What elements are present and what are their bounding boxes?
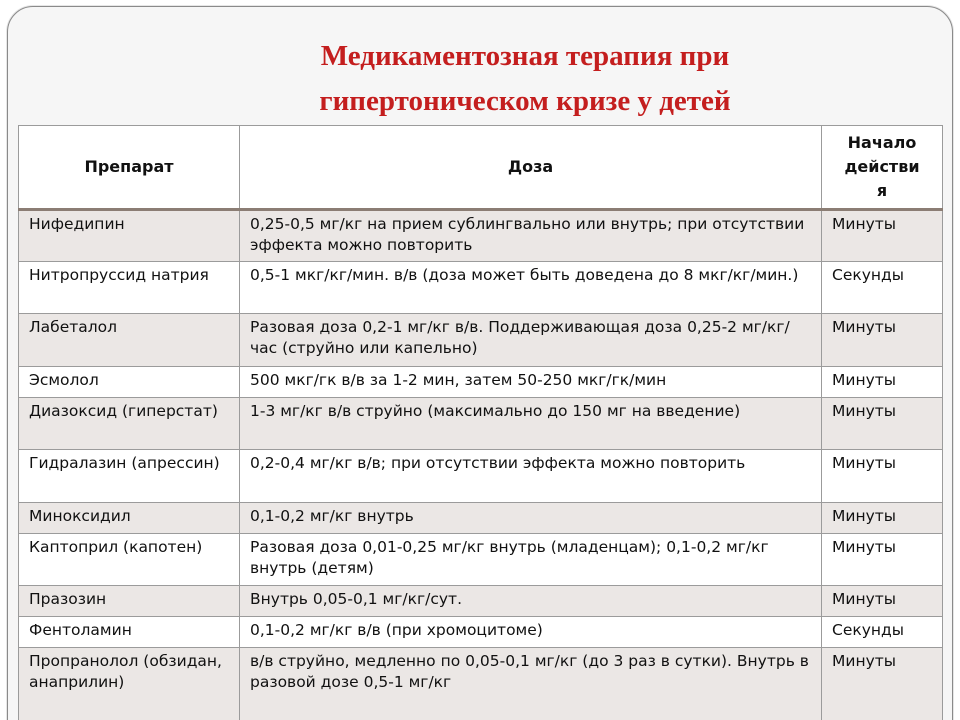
cell-drug: Нифедипин	[19, 210, 240, 262]
slide-title	[160, 34, 890, 124]
cell-dose: в/в струйно, медленно по 0,05-0,1 мг/кг (до 3 раз в сутки). Внутрь в разовой дозе 0,5-1 мг/кг	[240, 648, 822, 720]
cell-dose: Внутрь 0,05-0,1 мг/кг/сут.	[240, 586, 822, 617]
cell-onset: Секунды	[822, 617, 943, 648]
cell-onset: Минуты	[822, 210, 943, 262]
cell-drug: Празозин	[19, 586, 240, 617]
table-row	[19, 210, 943, 262]
table-row	[19, 586, 943, 617]
table-row	[19, 648, 943, 720]
cell-dose: 0,5-1 мкг/кг/мин. в/в (доза может быть доведена до 8 мкг/кг/мин.)	[240, 262, 822, 314]
cell-dose: 0,1-0,2 мг/кг внутрь	[240, 503, 822, 534]
header-onset-line-1: Начало	[847, 133, 917, 152]
header-onset	[822, 126, 943, 210]
header-drug: Препарат	[19, 126, 240, 210]
cell-dose: 0,25-0,5 мг/кг на прием сублингвально или внутрь; при отсутствии эффекта можно повторить	[240, 210, 822, 262]
cell-drug: Эсмолол	[19, 367, 240, 398]
cell-onset: Секунды	[822, 262, 943, 314]
cell-dose: Разовая доза 0,2-1 мг/кг в/в. Поддерживающая доза 0,25-2 мг/кг/час (струйно или капельно)	[240, 314, 822, 367]
table-row	[19, 314, 943, 367]
cell-dose: 0,2-0,4 мг/кг в/в; при отсутствии эффекта можно повторить	[240, 450, 822, 503]
cell-drug: Каптоприл (капотен)	[19, 534, 240, 586]
header-dose: Доза	[240, 126, 822, 210]
cell-dose: 500 мкг/гк в/в за 1-2 мин, затем 50-250 мкг/гк/мин	[240, 367, 822, 398]
cell-dose: Разовая доза 0,01-0,25 мг/кг внутрь (младенцам); 0,1-0,2 мг/кг внутрь (детям)	[240, 534, 822, 586]
table-row	[19, 617, 943, 648]
cell-drug: Нитропруссид натрия	[19, 262, 240, 314]
table-row	[19, 503, 943, 534]
header-onset-line-2: действи	[844, 157, 920, 176]
cell-onset: Минуты	[822, 314, 943, 367]
table-row	[19, 367, 943, 398]
cell-drug: Фентоламин	[19, 617, 240, 648]
table-row	[19, 450, 943, 503]
cell-drug: Пропранолол (обзидан, анаприлин)	[19, 648, 240, 720]
cell-onset: Минуты	[822, 534, 943, 586]
cell-onset: Минуты	[822, 367, 943, 398]
table-row	[19, 262, 943, 314]
table-row	[19, 534, 943, 586]
slide-title-line-2: гипертоническом кризе у детей	[319, 85, 731, 117]
cell-drug: Диазоксид (гиперстат)	[19, 398, 240, 450]
drug-table	[18, 125, 943, 720]
cell-drug: Лабеталол	[19, 314, 240, 367]
table-row	[19, 398, 943, 450]
slide-title-line-1: Медикаментозная терапия при	[320, 40, 730, 72]
cell-onset: Минуты	[822, 503, 943, 534]
header-onset-line-3: я	[876, 181, 888, 200]
cell-onset: Минуты	[822, 648, 943, 720]
table-header-row	[19, 126, 943, 210]
cell-drug: Гидралазин (апрессин)	[19, 450, 240, 503]
cell-dose: 0,1-0,2 мг/кг в/в (при хромоцитоме)	[240, 617, 822, 648]
cell-onset: Минуты	[822, 398, 943, 450]
cell-onset: Минуты	[822, 450, 943, 503]
cell-onset: Минуты	[822, 586, 943, 617]
cell-dose: 1-3 мг/кг в/в струйно (максимально до 150 мг на введение)	[240, 398, 822, 450]
cell-drug: Миноксидил	[19, 503, 240, 534]
